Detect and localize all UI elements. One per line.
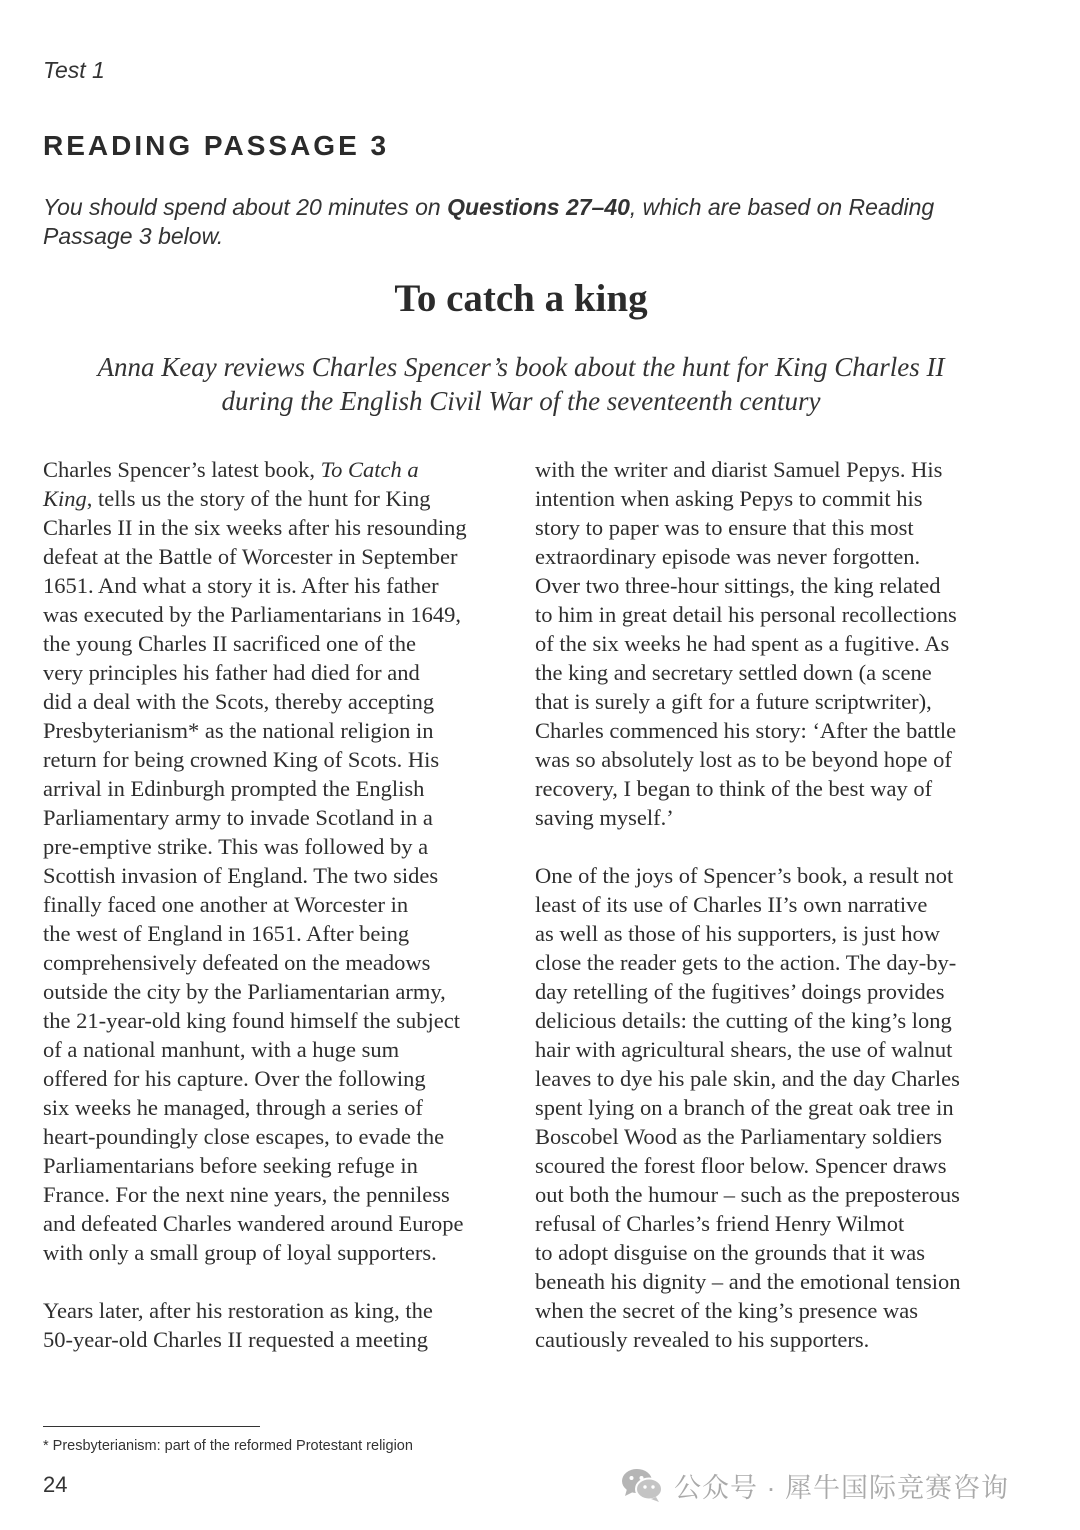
text-line: pre-emptive strike. This was followed by a: [43, 834, 429, 859]
paragraph: [535, 861, 1005, 1354]
passage-heading: READING PASSAGE 3: [43, 130, 390, 161]
left-column: [43, 455, 513, 1383]
text-line: out both the humour – such as the preposterous: [535, 1182, 960, 1207]
footnote-divider: [43, 1426, 260, 1427]
wechat-icon: [620, 1466, 664, 1504]
text-line: scoured the forest floor below. Spencer draws: [535, 1153, 947, 1178]
text-line: six weeks he managed, through a series of: [43, 1095, 423, 1120]
right-column: [535, 455, 1005, 1383]
text-line: return for being crowned King of Scots. His: [43, 747, 440, 772]
text-line: the young Charles II sacrificed one of the: [43, 631, 416, 656]
text-line: the west of England in 1651. After being: [43, 921, 410, 946]
text-line: One of the joys of Spencer’s book, a result not: [535, 863, 954, 888]
text-line: comprehensively defeated on the meadows: [43, 950, 431, 975]
text-line: beneath his dignity – and the emotional tension: [535, 1269, 961, 1294]
article-subtitle: [0, 350, 1042, 418]
subtitle-line: during the English Civil War of the seventeenth century: [221, 386, 821, 416]
instruction: [43, 193, 1033, 251]
text-line: with the writer and diarist Samuel Pepys. His: [535, 457, 943, 482]
text-line: Charles II in the six weeks after his resounding: [43, 515, 467, 540]
instruction-questions: Questions 27–40: [447, 194, 630, 220]
text-line: that is surely a gift for a future scriptwriter),: [535, 689, 932, 714]
text-line: least of its use of Charles II’s own narrative: [535, 892, 928, 917]
text-line: to adopt disguise on the grounds that it was: [535, 1240, 925, 1265]
text-line: delicious details: the cutting of the king’s long: [535, 1008, 952, 1033]
text-line: Parliamentary army to invade Scotland in a: [43, 805, 433, 830]
text-line: 50-year-old Charles II requested a meeting: [43, 1327, 429, 1352]
text-line: the 21-year-old king found himself the subject: [43, 1008, 460, 1033]
text-line: Over two three-hour sittings, the king related: [535, 573, 941, 598]
text-line: refusal of Charles’s friend Henry Wilmot: [535, 1211, 905, 1236]
text-line: recovery, I began to think of the best way of: [535, 776, 933, 801]
text-line: Scottish invasion of England. The two sides: [43, 863, 439, 888]
instruction-line-2: Passage 3 below.: [43, 223, 224, 249]
test-label: Test 1: [43, 57, 105, 83]
footnote: * Presbyterianism: part of the reformed Protestant religion: [43, 1438, 413, 1454]
watermark: [620, 1465, 1009, 1505]
text-line: Presbyterianism* as the national religion in: [43, 718, 434, 743]
text-line: Boscobel Wood as the Parliamentary soldiers: [535, 1124, 943, 1149]
text-line: of a national manhunt, with a huge sum: [43, 1037, 400, 1062]
text-line: day retelling of the fugitives’ doings provides: [535, 979, 945, 1004]
book-title: King: [43, 486, 87, 511]
text-line: 1651. And what a story it is. After his father: [43, 573, 439, 598]
paragraph: [43, 455, 513, 1267]
text-line: close the reader gets to the action. The day-by-: [535, 950, 957, 975]
text-line: hair with agricultural shears, the use of walnut: [535, 1037, 953, 1062]
article-title: To catch a king: [394, 277, 648, 320]
text-line: and defeated Charles wandered around Europe: [43, 1211, 464, 1236]
instruction-prefix: You should spend about 20 minutes on: [43, 194, 448, 220]
watermark-text: 公众号 · 犀牛国际竞赛咨询: [674, 1472, 1009, 1503]
paragraph: [535, 455, 1005, 832]
text-line: finally faced one another at Worcester in: [43, 892, 409, 917]
text-line: intention when asking Pepys to commit his: [535, 486, 923, 511]
text-line: saving myself.’: [535, 805, 674, 830]
text-line: extraordinary episode was never forgotten.: [535, 544, 921, 569]
text-line: outside the city by the Parliamentarian army,: [43, 979, 446, 1004]
text-line: France. For the next nine years, the penniless: [43, 1182, 450, 1207]
text-line: spent lying on a branch of the great oak tree in: [535, 1095, 954, 1120]
text-line: was executed by the Parliamentarians in 1649,: [43, 602, 461, 627]
text-line: heart-poundingly close escapes, to evade the: [43, 1124, 445, 1149]
instruction-suffix: , which are based on Reading: [629, 194, 935, 220]
text-line: as well as those of his supporters, is just how: [535, 921, 940, 946]
text-line: story to paper was to ensure that this most: [535, 515, 914, 540]
text-line: the king and secretary settled down (a scene: [535, 660, 932, 685]
text-line: offered for his capture. Over the following: [43, 1066, 426, 1091]
text-line: Charles commenced his story: ‘After the battle: [535, 718, 957, 743]
text-line: to him in great detail his personal recollections: [535, 602, 957, 627]
text-line: was so absolutely lost as to be beyond hope of: [535, 747, 952, 772]
text-run: , tells us the story of the hunt for King: [86, 486, 431, 511]
text-line: Parliamentarians before seeking refuge in: [43, 1153, 418, 1178]
text-run: Charles Spencer’s latest book,: [43, 457, 321, 482]
page-number: 24: [43, 1472, 68, 1497]
text-line: arrival in Edinburgh prompted the English: [43, 776, 425, 801]
text-line: defeat at the Battle of Worcester in September: [43, 544, 458, 569]
text-line: cautiously revealed to his supporters.: [535, 1327, 870, 1352]
text-line: [43, 455, 513, 484]
text-line: with only a small group of loyal supporters.: [43, 1240, 437, 1265]
paragraph: [43, 1296, 513, 1354]
text-line: of the six weeks he had spent as a fugitive. As: [535, 631, 950, 656]
book-title: To Catch a: [320, 457, 419, 482]
text-line: leaves to dye his pale skin, and the day Charles: [535, 1066, 960, 1091]
text-line: did a deal with the Scots, thereby accepting: [43, 689, 435, 714]
subtitle-line: Anna Keay reviews Charles Spencer’s book about the hunt for King Charles II: [97, 352, 945, 382]
text-line: Years later, after his restoration as king, the: [43, 1298, 433, 1323]
text-line: very principles his father had died for and: [43, 660, 420, 685]
text-line: when the secret of the king’s presence was: [535, 1298, 918, 1323]
text-line: [43, 484, 513, 513]
